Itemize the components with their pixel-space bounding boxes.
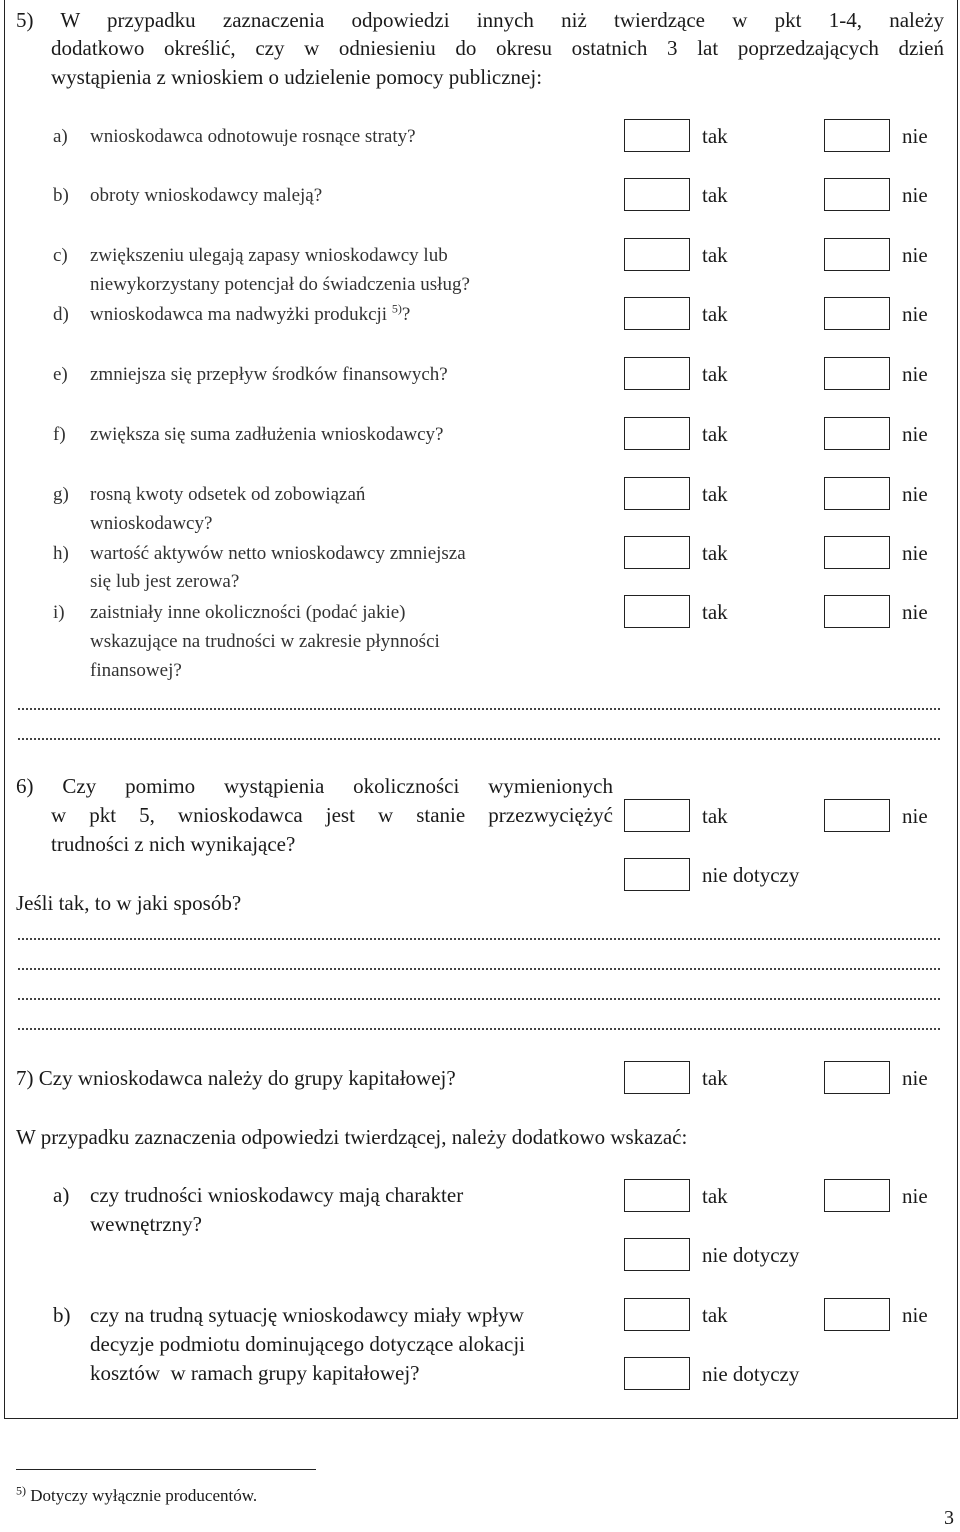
q7a-nie-label: nie: [902, 1184, 928, 1208]
q7-note: W przypadku zaznaczenia odpowiedzi twierdzącej, należy dodatkowo wskazać:: [16, 1125, 688, 1149]
q5d-tak-checkbox[interactable]: [624, 297, 690, 330]
q5i-letter: i): [53, 602, 65, 623]
q5g-letter: g): [53, 484, 69, 505]
q5h-nie-label: nie: [902, 541, 928, 565]
q5e-tak-checkbox[interactable]: [624, 357, 690, 390]
q5e-nie-label: nie: [902, 362, 928, 386]
q5a-nie-label: nie: [902, 124, 928, 148]
q5g-tak-label: tak: [702, 482, 728, 506]
q5i-question-line-3: finansowej?: [90, 660, 182, 681]
q5a-tak-label: tak: [702, 124, 728, 148]
q7-question: 7) Czy wnioskodawca należy do grupy kapitałowej?: [16, 1066, 456, 1090]
footnote-mark: 5): [16, 1483, 26, 1498]
q6-nie-checkbox[interactable]: [824, 799, 890, 832]
q7-tak-checkbox[interactable]: [624, 1061, 690, 1094]
q5d-question-mark: ?: [401, 304, 411, 325]
q7a-question-line-1: czy trudności wnioskodawcy mają charakter: [90, 1183, 464, 1207]
q5-intro-line-3: wystąpienia z wnioskiem o udzielenie pomocy publicznej:: [51, 65, 543, 89]
q5g-nie-checkbox[interactable]: [824, 477, 890, 510]
q7-nie-label: nie: [902, 1066, 928, 1090]
q6-tak-checkbox[interactable]: [624, 799, 690, 832]
q5b-nie-label: nie: [902, 183, 928, 207]
q5h-question-line-1: wartość aktywów netto wnioskodawcy zmniejsza: [90, 543, 466, 564]
q7a-question-line-2: wewnętrzny?: [90, 1212, 202, 1236]
q7a-letter: a): [53, 1183, 70, 1207]
q5c-nie-label: nie: [902, 243, 928, 267]
q5c-tak-checkbox[interactable]: [624, 238, 690, 271]
q7a-tak-checkbox[interactable]: [624, 1179, 690, 1212]
q7b-question-line-3: kosztów w ramach grupy kapitałowej?: [90, 1361, 420, 1385]
q6-follow-up: Jeśli tak, to w jaki sposób?: [16, 891, 242, 915]
q7b-question-line-2: decyzje podmiotu dominującego dotyczące alokacji: [90, 1332, 525, 1356]
q6-answer-line-1[interactable]: [18, 934, 940, 940]
q5a-nie-checkbox[interactable]: [824, 119, 890, 152]
q6-question-line-1: 6) Czy pomimo wystąpienia okoliczności wymienionych: [16, 774, 613, 798]
q5e-nie-checkbox[interactable]: [824, 357, 890, 390]
q6-answer-line-3[interactable]: [18, 994, 940, 1000]
q5d-nie-checkbox[interactable]: [824, 297, 890, 330]
q5a-question: wnioskodawca odnotowuje rosnące straty?: [90, 126, 416, 147]
q6-nie-label: nie: [902, 804, 928, 828]
q6-nie-dotyczy-label: nie dotyczy: [702, 863, 800, 887]
q7b-nie-dotyczy-label: nie dotyczy: [702, 1362, 800, 1386]
q5e-letter: e): [53, 364, 68, 385]
q5f-question: zwiększa się suma zadłużenia wnioskodawcy?: [90, 424, 444, 445]
q5e-tak-label: tak: [702, 362, 728, 386]
q5f-nie-label: nie: [902, 422, 928, 446]
q6-answer-line-4[interactable]: [18, 1024, 940, 1030]
q7b-question-line-1: czy na trudną sytuację wnioskodawcy miały wpływ: [90, 1303, 524, 1327]
q5i-answer-line-2[interactable]: [18, 734, 940, 740]
q5i-answer-line-1[interactable]: [18, 704, 940, 710]
footnote-separator: [16, 1469, 316, 1470]
q5-intro-line-1: 5) W przypadku zaznaczenia odpowiedzi innych niż twierdzące w pkt 1-4, należy: [16, 8, 944, 32]
q5c-letter: c): [53, 245, 68, 266]
q7b-nie-label: nie: [902, 1303, 928, 1327]
q5b-nie-checkbox[interactable]: [824, 178, 890, 211]
q7b-tak-checkbox[interactable]: [624, 1298, 690, 1331]
q5b-question: obroty wnioskodawcy maleją?: [90, 185, 323, 206]
q5c-question-line-2: niewykorzystany potencjał do świadczenia usług?: [90, 274, 470, 295]
q5h-tak-checkbox[interactable]: [624, 536, 690, 569]
q5b-letter: b): [53, 185, 69, 206]
q5h-tak-label: tak: [702, 541, 728, 565]
q7b-nie-dotyczy-checkbox[interactable]: [624, 1357, 690, 1390]
q5i-question-line-1: zaistniały inne okoliczności (podać jakie): [90, 602, 406, 623]
q7b-letter: b): [53, 1303, 71, 1327]
q5c-question-line-1: zwiększeniu ulegają zapasy wnioskodawcy lub: [90, 245, 448, 266]
q5c-tak-label: tak: [702, 243, 728, 267]
q6-tak-label: tak: [702, 804, 728, 828]
q7a-tak-label: tak: [702, 1184, 728, 1208]
q5f-letter: f): [53, 424, 66, 445]
q7b-tak-label: tak: [702, 1303, 728, 1327]
q5i-nie-checkbox[interactable]: [824, 595, 890, 628]
q5h-letter: h): [53, 543, 69, 564]
page-number: 3: [944, 1507, 954, 1529]
q5i-nie-label: nie: [902, 600, 928, 624]
q5a-tak-checkbox[interactable]: [624, 119, 690, 152]
q5d-question: [90, 300, 410, 329]
q7a-nie-dotyczy-label: nie dotyczy: [702, 1243, 800, 1267]
q5b-tak-checkbox[interactable]: [624, 178, 690, 211]
q5d-nie-label: nie: [902, 302, 928, 326]
footnote-text: Dotyczy wyłącznie producentów.: [26, 1486, 258, 1505]
q5f-tak-label: tak: [702, 422, 728, 446]
q7a-nie-dotyczy-checkbox[interactable]: [624, 1238, 690, 1271]
q5d-letter: d): [53, 304, 69, 325]
q7-tak-label: tak: [702, 1066, 728, 1090]
q5g-question-line-1: rosną kwoty odsetek od zobowiązań: [90, 484, 366, 505]
q6-answer-line-2[interactable]: [18, 964, 940, 970]
q5-intro-line-2: dodatkowo określić, czy w odniesieniu do okresu ostatnich 3 lat poprzedzających dzień: [51, 36, 944, 60]
q6-nie-dotyczy-checkbox[interactable]: [624, 858, 690, 891]
q5b-tak-label: tak: [702, 183, 728, 207]
q5h-nie-checkbox[interactable]: [824, 536, 890, 569]
q5g-tak-checkbox[interactable]: [624, 477, 690, 510]
q7a-nie-checkbox[interactable]: [824, 1179, 890, 1212]
q5e-question: zmniejsza się przepływ środków finansowych?: [90, 364, 448, 385]
q5i-tak-checkbox[interactable]: [624, 595, 690, 628]
q5c-nie-checkbox[interactable]: [824, 238, 890, 271]
q5f-tak-checkbox[interactable]: [624, 417, 690, 450]
q5i-tak-label: tak: [702, 600, 728, 624]
footnote: [16, 1484, 257, 1508]
q6-question-line-2: w pkt 5, wnioskodawca jest w stanie przezwyciężyć: [51, 803, 613, 827]
q5d-tak-label: tak: [702, 302, 728, 326]
q5d-footnote-ref: 5): [391, 301, 402, 316]
q5g-nie-label: nie: [902, 482, 928, 506]
q5i-question-line-2: wskazujące na trudności w zakresie płynności: [90, 631, 440, 652]
q6-question-line-3: trudności z nich wynikające?: [51, 832, 296, 856]
q5g-question-line-2: wnioskodawcy?: [90, 513, 213, 534]
q7b-nie-checkbox[interactable]: [824, 1298, 890, 1331]
q5d-question-text: wnioskodawca ma nadwyżki produkcji: [90, 304, 388, 325]
q5h-question-line-2: się lub jest zerowa?: [90, 571, 240, 592]
q5f-nie-checkbox[interactable]: [824, 417, 890, 450]
q5a-letter: a): [53, 126, 68, 147]
q7-nie-checkbox[interactable]: [824, 1061, 890, 1094]
